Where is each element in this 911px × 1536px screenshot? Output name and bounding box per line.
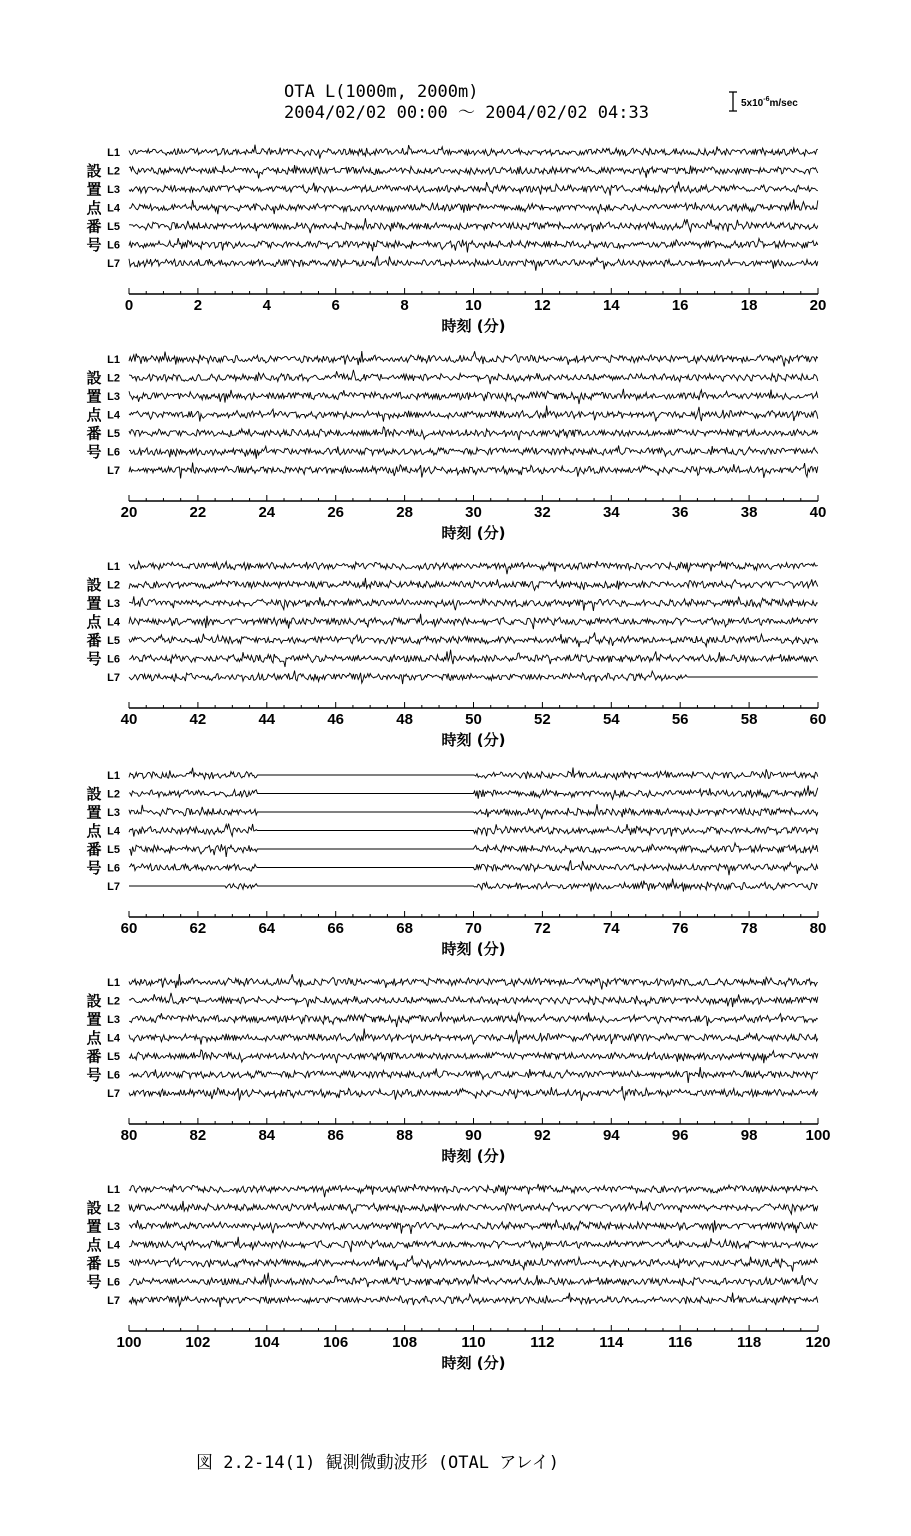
x-tick-label: 20 — [809, 297, 827, 314]
y-axis-label-char: 置 — [86, 803, 102, 822]
figure-title-line1: OTA L(1000m, 2000m) — [284, 82, 479, 102]
y-axis-label-char: 番 — [86, 631, 102, 650]
figure-caption: 図 2.2-14(1) 観測微動波形 (OTAL アレイ) — [196, 1453, 559, 1473]
y-axis-label-char: 号 — [86, 1273, 102, 1291]
seismic-trace — [129, 1237, 818, 1252]
y-axis-label-char: 号 — [86, 1066, 102, 1084]
trace-label: L3 — [107, 1221, 120, 1233]
x-tick-label: 90 — [465, 1127, 482, 1144]
seismic-trace — [129, 879, 818, 892]
x-tick-label: 2 — [193, 297, 203, 314]
waveform-panel — [86, 351, 826, 542]
trace-label: L7 — [107, 258, 120, 270]
x-tick-label: 14 — [602, 297, 620, 314]
trace-label: L2 — [107, 579, 120, 592]
x-tick-label: 62 — [189, 920, 207, 937]
y-axis-label-char: 置 — [86, 1010, 102, 1029]
seismic-trace — [129, 843, 818, 857]
x-tick-label: 12 — [534, 297, 551, 314]
scale-base: 5x10 — [741, 98, 764, 109]
seismic-trace — [129, 1273, 818, 1287]
trace-label: L5 — [107, 428, 120, 440]
x-tick-label: 70 — [465, 920, 482, 937]
y-axis-label-char: 番 — [86, 424, 102, 443]
x-tick-label: 40 — [120, 711, 138, 728]
x-tick-label: 98 — [740, 1127, 758, 1144]
x-tick-label: 36 — [671, 504, 689, 521]
y-axis-label-char: 設 — [86, 785, 102, 803]
x-tick-label: 84 — [258, 1127, 276, 1144]
seismic-trace — [129, 1256, 818, 1272]
x-tick-label: 86 — [327, 1127, 345, 1144]
y-axis-label-char: 番 — [86, 1254, 102, 1273]
x-tick-label: 112 — [530, 1334, 555, 1351]
trace-label: L3 — [107, 184, 120, 196]
x-axis-title: 時刻 (分) — [441, 731, 506, 749]
trace-label: L6 — [107, 239, 120, 252]
x-tick-label: 106 — [323, 1334, 349, 1351]
trace-label: L6 — [107, 1276, 120, 1289]
seismic-trace — [129, 768, 818, 780]
trace-label: L7 — [107, 881, 120, 893]
y-axis-label-char: 点 — [86, 613, 102, 631]
x-tick-label: 22 — [189, 504, 207, 521]
seismic-trace — [129, 1184, 818, 1197]
seismic-trace — [129, 406, 818, 422]
x-tick-label: 76 — [671, 920, 689, 937]
waveform-panel — [86, 561, 826, 749]
y-axis-label-char: 番 — [86, 217, 102, 236]
trace-label: L4 — [107, 409, 120, 422]
seismic-trace — [129, 427, 818, 440]
seismic-trace — [129, 351, 818, 366]
amplitude-scale-bar — [729, 92, 798, 111]
x-tick-label: 78 — [740, 920, 758, 937]
seismic-trace — [129, 671, 818, 685]
x-tick-label: 100 — [116, 1334, 142, 1351]
x-axis-title: 時刻 (分) — [441, 524, 506, 542]
x-axis-title: 時刻 (分) — [441, 940, 506, 958]
x-tick-label: 30 — [465, 504, 482, 521]
x-tick-label: 8 — [400, 297, 409, 314]
x-axis-title: 時刻 (分) — [441, 1147, 506, 1165]
seismic-trace — [129, 238, 818, 252]
waveform-panel — [86, 1184, 830, 1372]
trace-label: L3 — [107, 1014, 120, 1026]
seismic-trace — [129, 1050, 818, 1063]
x-tick-label: 96 — [671, 1127, 689, 1144]
x-tick-label: 72 — [534, 920, 551, 937]
y-axis-label-char: 番 — [86, 840, 102, 859]
trace-label: L5 — [107, 1258, 120, 1270]
seismic-trace — [129, 370, 818, 384]
seismic-trace — [129, 633, 818, 648]
trace-label: L3 — [107, 391, 120, 403]
trace-label: L2 — [107, 995, 120, 1008]
waveform-panel — [86, 974, 830, 1165]
y-axis-label-char: 号 — [86, 859, 102, 877]
trace-label: L2 — [107, 1202, 120, 1215]
trace-label: L7 — [107, 672, 120, 684]
x-axis-title: 時刻 (分) — [441, 317, 506, 335]
x-tick-label: 28 — [396, 504, 413, 521]
seismic-trace — [129, 650, 818, 667]
scale-label — [741, 96, 798, 109]
x-tick-label: 48 — [396, 711, 413, 728]
seismic-trace — [129, 860, 818, 875]
trace-label: L1 — [107, 977, 120, 989]
x-tick-label: 80 — [809, 920, 827, 937]
seismic-trace — [129, 1086, 818, 1101]
y-axis-label-char: 点 — [86, 1236, 102, 1254]
x-tick-label: 64 — [258, 920, 276, 937]
y-axis-label-char: 置 — [86, 180, 102, 199]
seismic-trace — [129, 200, 818, 215]
trace-label: L1 — [107, 354, 120, 366]
x-tick-label: 120 — [805, 1334, 831, 1351]
trace-label: L6 — [107, 653, 120, 666]
y-axis-label-char: 点 — [86, 1029, 102, 1047]
x-tick-label: 66 — [327, 920, 345, 937]
seismic-trace — [129, 804, 818, 819]
seismic-trace — [129, 1012, 818, 1027]
seismic-trace — [129, 182, 818, 196]
trace-label: L4 — [107, 1239, 120, 1252]
x-axis-title: 時刻 (分) — [441, 1354, 506, 1372]
y-axis-label-char: 置 — [86, 387, 102, 406]
figure-title-line2: 2004/02/02 00:00 〜 2004/02/02 04:33 — [284, 103, 649, 123]
seismic-trace — [129, 596, 818, 611]
x-tick-label: 80 — [120, 1127, 138, 1144]
y-axis-label-char: 号 — [86, 650, 102, 668]
seismic-trace — [129, 786, 818, 800]
x-tick-label: 54 — [602, 711, 620, 728]
y-axis-label-char: 置 — [86, 1217, 102, 1236]
seismic-trace — [129, 614, 818, 629]
y-axis-label-char: 設 — [86, 369, 102, 387]
trace-label: L6 — [107, 446, 120, 459]
x-tick-label: 4 — [262, 297, 271, 314]
scale-exponent: -6 — [763, 96, 770, 103]
x-tick-label: 74 — [602, 920, 620, 937]
x-tick-label: 52 — [534, 711, 551, 728]
x-tick-label: 26 — [327, 504, 345, 521]
y-axis-label-char: 設 — [86, 162, 102, 180]
x-tick-label: 94 — [602, 1127, 620, 1144]
trace-label: L2 — [107, 372, 120, 385]
trace-label: L2 — [107, 165, 120, 178]
seismic-trace — [129, 446, 818, 459]
waveform-panels — [86, 145, 830, 1372]
seismic-trace — [129, 145, 818, 159]
y-axis-label-char: 番 — [86, 1047, 102, 1066]
x-tick-label: 100 — [805, 1127, 831, 1144]
seismic-trace — [129, 218, 818, 233]
trace-label: L1 — [107, 147, 120, 159]
seismic-trace — [129, 974, 818, 989]
trace-label: L5 — [107, 844, 120, 856]
x-tick-label: 44 — [258, 711, 276, 728]
trace-label: L5 — [107, 221, 120, 233]
trace-label: L1 — [107, 1184, 120, 1196]
seismic-trace — [129, 389, 818, 404]
seismic-trace — [129, 1067, 818, 1083]
trace-label: L4 — [107, 1032, 120, 1045]
trace-label: L2 — [107, 788, 120, 801]
y-axis-label-char: 設 — [86, 992, 102, 1010]
scale-unit: m/sec — [769, 98, 798, 109]
x-tick-label: 110 — [461, 1334, 486, 1351]
x-tick-label: 116 — [668, 1334, 693, 1351]
trace-label: L3 — [107, 807, 120, 819]
seismic-trace — [129, 463, 818, 479]
x-tick-label: 56 — [671, 711, 689, 728]
y-axis-label-char: 設 — [86, 576, 102, 594]
x-tick-label: 108 — [392, 1334, 418, 1351]
x-tick-label: 10 — [465, 297, 482, 314]
trace-label: L5 — [107, 635, 120, 647]
x-tick-label: 38 — [740, 504, 758, 521]
x-tick-label: 118 — [736, 1334, 762, 1351]
trace-label: L1 — [107, 561, 120, 573]
x-tick-label: 88 — [396, 1127, 413, 1144]
trace-label: L6 — [107, 862, 120, 875]
x-tick-label: 20 — [120, 504, 138, 521]
x-tick-label: 0 — [124, 297, 134, 314]
trace-label: L7 — [107, 465, 120, 477]
waveform-panel — [86, 768, 826, 959]
x-tick-label: 34 — [602, 504, 620, 521]
seismic-trace — [129, 1029, 818, 1045]
x-tick-label: 102 — [185, 1334, 211, 1351]
trace-label: L6 — [107, 1069, 120, 1082]
trace-label: L7 — [107, 1088, 120, 1100]
seismic-trace — [129, 165, 818, 178]
trace-label: L5 — [107, 1051, 120, 1063]
x-tick-label: 32 — [534, 504, 551, 521]
y-axis-label-char: 点 — [86, 199, 102, 217]
y-axis-label-char: 置 — [86, 594, 102, 613]
seismic-trace — [129, 256, 818, 271]
y-axis-label-char: 号 — [86, 443, 102, 461]
x-tick-label: 60 — [120, 920, 138, 937]
x-tick-label: 40 — [809, 504, 827, 521]
trace-label: L3 — [107, 598, 120, 610]
trace-label: L7 — [107, 1295, 120, 1307]
seismic-trace — [129, 1220, 818, 1234]
trace-label: L4 — [107, 202, 120, 215]
x-tick-label: 114 — [599, 1334, 624, 1351]
y-axis-label-char: 点 — [86, 822, 102, 840]
x-tick-label: 18 — [740, 297, 758, 314]
trace-label: L4 — [107, 825, 120, 838]
x-tick-label: 24 — [258, 504, 276, 521]
x-tick-label: 60 — [809, 711, 827, 728]
trace-label: L4 — [107, 616, 120, 629]
waveform-panel — [86, 145, 826, 335]
x-tick-label: 50 — [465, 711, 482, 728]
seismic-trace — [129, 1201, 818, 1214]
y-axis-label-char: 点 — [86, 406, 102, 424]
x-tick-label: 16 — [671, 297, 689, 314]
seismic-trace — [129, 578, 818, 590]
x-tick-label: 58 — [740, 711, 758, 728]
y-axis-label-char: 設 — [86, 1199, 102, 1217]
x-tick-label: 68 — [396, 920, 413, 937]
seismic-trace — [129, 561, 818, 574]
x-tick-label: 82 — [189, 1127, 207, 1144]
x-tick-label: 104 — [254, 1334, 280, 1351]
x-tick-label: 42 — [189, 711, 207, 728]
seismic-trace — [129, 993, 818, 1007]
y-axis-label-char: 号 — [86, 236, 102, 254]
x-tick-label: 46 — [327, 711, 345, 728]
x-tick-label: 6 — [331, 297, 340, 314]
trace-label: L1 — [107, 770, 120, 782]
seismic-trace — [129, 1293, 818, 1308]
seismic-trace — [129, 824, 818, 837]
x-tick-label: 92 — [534, 1127, 551, 1144]
